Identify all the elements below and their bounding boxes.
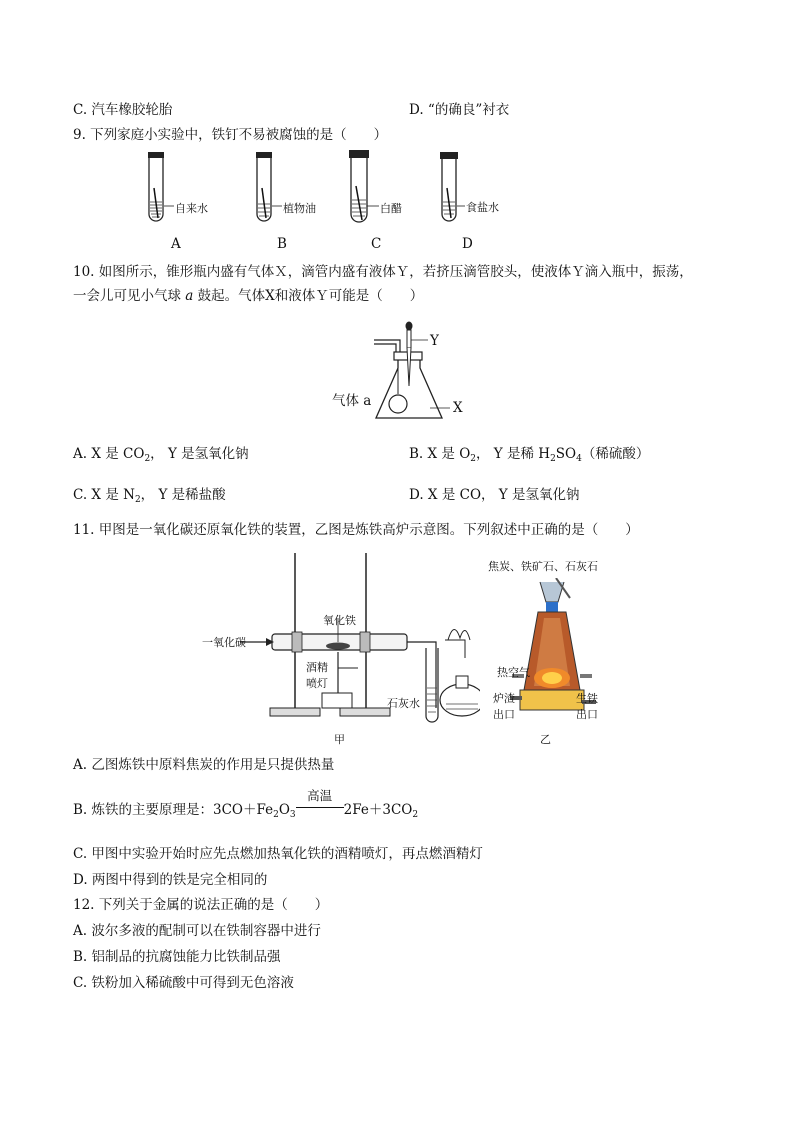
- q11-option-a: A. 乙图炼铁中原料焦炭的作用是只提供热量: [73, 757, 335, 773]
- q11-jia-limewater-label: 石灰水: [387, 697, 420, 710]
- q11-jia-fe2o3-label: 氧化铁: [323, 614, 356, 627]
- q11-yi-hot-air-label: 热空气: [497, 666, 530, 679]
- q11-yi-top-label: 焦炭、铁矿石、石灰石: [488, 560, 598, 573]
- q11-option-b: B. 炼铁的主要原理是：$3CO+Fe_2O_3$ 高温 $2Fe+3CO_2$: [73, 788, 419, 820]
- q11-yi-iron-label1: 生铁: [576, 692, 598, 705]
- q9-tube-b: [256, 152, 282, 221]
- q9-tube-d-letter: D: [462, 236, 473, 252]
- q11-stem: 11. 甲图是一氧化碳还原氧化铁的装置，乙图是炼铁高炉示意图。下列叙述中正确的是（ ）: [73, 522, 639, 538]
- reaction-condition: 高温: [307, 788, 333, 803]
- q11-jia-lamp-label2: 喷灯: [306, 677, 328, 690]
- q11-jia-co-label: 一氧化碳: [202, 636, 246, 649]
- q10-option-d: D. X 是 CO， Y 是氢氧化钠: [409, 487, 580, 503]
- q12-option-b: B. 铝制品的抗腐蚀能力比铁制品强: [73, 949, 281, 965]
- q10-stem-line1: 10. 如图所示，锥形瓶内盛有气体Ｘ，滴管内盛有液体Ｙ，若挤压滴管胶头，使液体Ｙ滴入瓶中，振荡，: [73, 264, 693, 280]
- q9-stem: 9. 下列家庭小实验中，铁钉不易被腐蚀的是（ ）: [73, 127, 388, 143]
- q9-tube-a-liquid: 自来水: [175, 202, 208, 215]
- q11-option-c: C. 甲图中实验开始时应先点燃加热氧化铁的酒精喷灯，再点燃酒精灯: [73, 846, 483, 862]
- q10-option-c: C. X 是 $N_2$， Y 是稀盐酸: [73, 487, 226, 505]
- q10-flask-figure: [370, 316, 480, 428]
- q11-yi-iron-label2: 出口: [576, 708, 598, 721]
- q10-stem-line2: 一会儿可见小气球 a 鼓起。气体X和液体Ｙ可能是（ ）: [73, 288, 424, 304]
- q9-tube-b-letter: B: [277, 236, 287, 252]
- q9-tube-c-letter: C: [371, 236, 382, 252]
- q9-tube-b-liquid: 植物油: [283, 202, 316, 215]
- q10-label-gas: 气体 a: [332, 393, 372, 409]
- q9-tube-d: [440, 152, 465, 221]
- q10-option-a: A. X 是 $CO_2$， Y 是氢氧化钠: [73, 446, 249, 464]
- q11-yi-slag-label1: 炉渣: [493, 692, 515, 705]
- q11-yi-caption: 乙: [540, 733, 551, 746]
- q11-option-d: D. 两图中得到的铁是完全相同的: [73, 872, 268, 888]
- q11-jia-caption: 甲: [334, 733, 345, 746]
- q9-tube-d-liquid: 食盐水: [466, 201, 499, 214]
- q12-option-c: C. 铁粉加入稀硫酸中可得到无色溶液: [73, 975, 294, 991]
- q10-label-x: X: [453, 400, 463, 416]
- q9-tube-c: [349, 150, 379, 222]
- q11-jia-lamp-label1: 酒精: [306, 661, 328, 674]
- q12-stem: 12. 下列关于金属的说法正确的是（ ）: [73, 897, 329, 913]
- q9-tube-a-letter: A: [171, 236, 181, 252]
- q8-option-d: D. “的确良”衬衣: [409, 102, 510, 118]
- q10-option-b: B. X 是 $O_2$， Y 是稀 $H_2SO_4$（稀硫酸）: [409, 446, 650, 464]
- q12-option-a: A. 波尔多液的配制可以在铁制容器中进行: [73, 923, 321, 939]
- q11-yi-slag-label2: 出口: [493, 708, 515, 721]
- q8-option-c: C. 汽车橡胶轮胎: [73, 102, 173, 118]
- q10-label-y: Y: [430, 333, 439, 349]
- q9-tube-a: [148, 152, 174, 221]
- q9-tube-c-liquid: 白醋: [380, 202, 402, 215]
